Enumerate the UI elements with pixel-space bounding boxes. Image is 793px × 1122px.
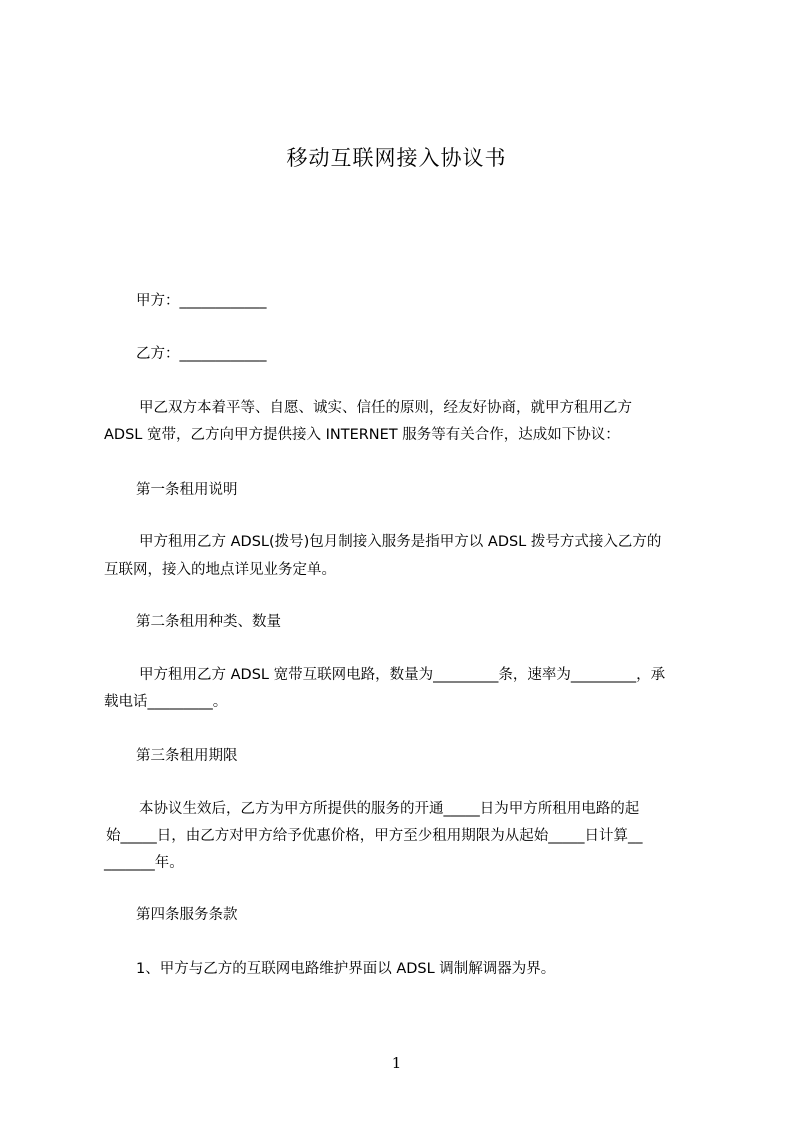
intro-line-1: 甲乙双方本着平等、自愿、诚实、信任的原则，经友好协商，就甲方租用乙方 (139, 400, 632, 416)
article-3-line-1: 本协议生效后，乙方为甲方所提供的服务的开通_____日为甲方所租用电路的起 (139, 801, 640, 817)
document-title: 移动互联网接入协议书 (286, 146, 507, 170)
article-4-title: 第四条服务条款 (136, 907, 238, 923)
article-1-line-1: 甲方租用乙方 ADSL(拨号)包月制接入服务是指甲方以 ADSL 拨号方式接入乙方的 (139, 534, 662, 550)
article-2-title: 第二条租用种类、数量 (136, 614, 281, 630)
article-3-line-2: 始_____日，由乙方对甲方给予优惠价格，甲方至少租用期限为从起始_____日计算__ (106, 828, 643, 844)
article-2-line-1: 甲方租用乙方 ADSL 宽带互联网电路，数量为_________条，速率为_________，承 (139, 667, 666, 683)
article-3-title: 第三条租用期限 (136, 748, 238, 764)
page-number: 1 (391, 1054, 402, 1072)
article-1-line-2: 互联网，接入的地点详见业务定单。 (104, 562, 336, 578)
party-a-line: 甲方：____________ (136, 293, 267, 309)
article-2-line-2: 载电话_________。 (104, 694, 228, 710)
party-b-line: 乙方：____________ (136, 346, 267, 362)
article-1-title: 第一条租用说明 (136, 482, 238, 498)
article-3-line-3: _______年。 (104, 855, 184, 871)
article-4-item-1: 1、甲方与乙方的互联网电路维护界面以 ADSL 调制解调器为界。 (136, 961, 556, 977)
intro-line-2: ADSL 宽带，乙方向甲方提供接入 INTERNET 服务等有关合作，达成如下协议： (104, 427, 620, 443)
